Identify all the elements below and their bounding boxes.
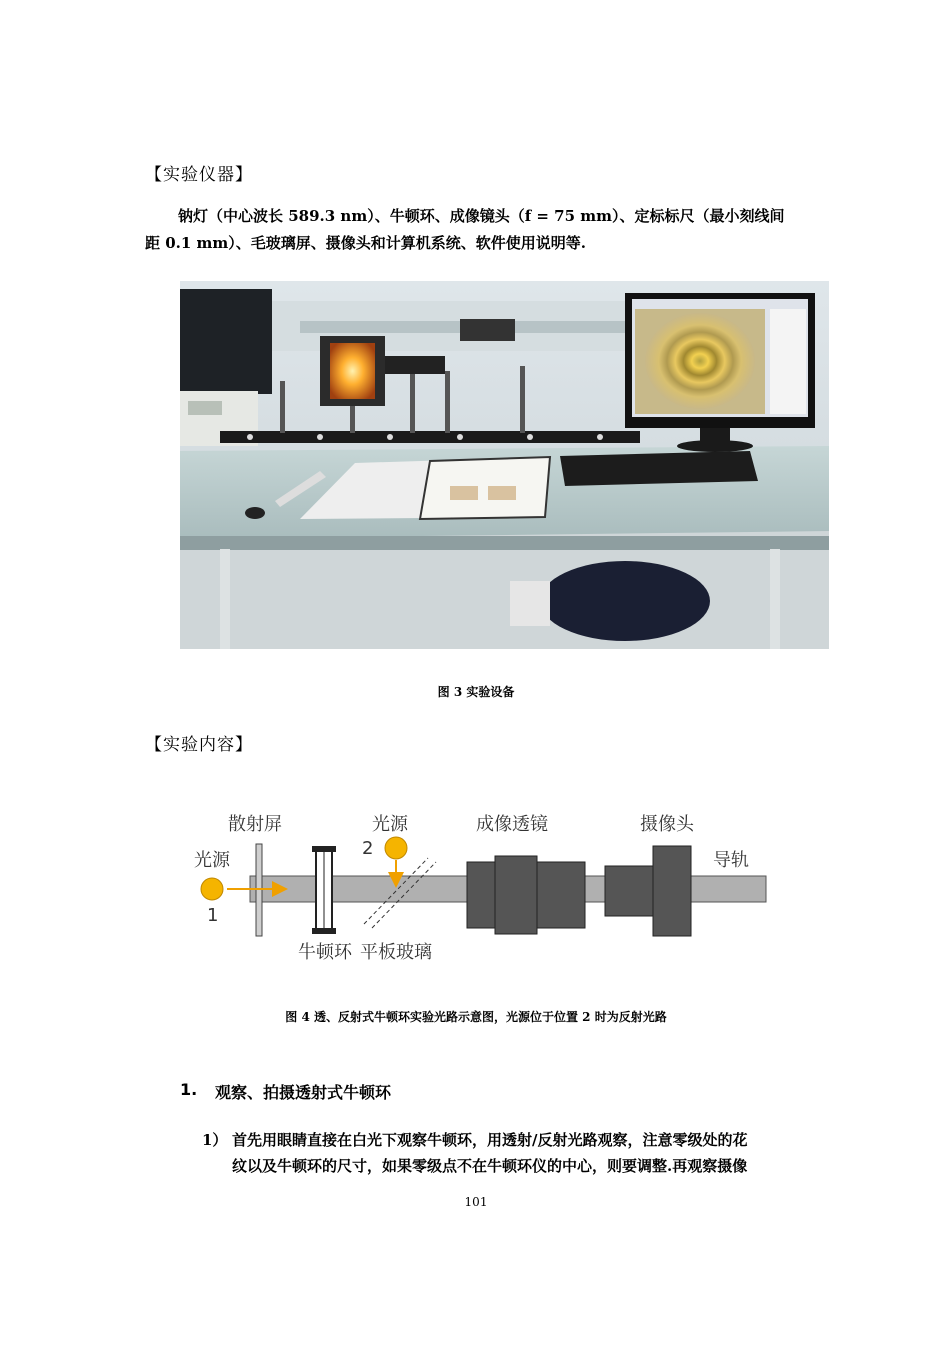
source-2-icon: [385, 837, 407, 859]
optical-path-diagram: [180, 800, 780, 980]
substep-1-line-1: 首先用眼睛直接在白光下观察牛顿环，用透射/反射光路观察，注意零级处的花: [232, 1131, 748, 1149]
label-scattering-screen: 散射屏: [228, 814, 282, 835]
lens-block-center: [495, 856, 537, 934]
apparatus-line-2: 距 0.1 mm）、毛玻璃屏、摄像头和计算机系统、软件使用说明等.: [145, 234, 587, 252]
page-number: 101: [464, 1195, 488, 1209]
camera-block-left: [605, 866, 653, 916]
apparatus-line-1: 钠灯（中心波长 589.3 nm）、牛顿环、成像镜头（f = 75 mm）、定标标尺（最小刻线间: [178, 207, 785, 225]
substep-1-number: 1）: [202, 1131, 228, 1149]
figure-3-caption: 图 3 实验设备: [437, 685, 515, 699]
label-newton-rings: 牛顿环: [298, 942, 352, 963]
label-position-1: 1: [207, 905, 219, 926]
substep-1-line-2: 纹以及牛顿环的尺寸，如果零级点不在牛顿环仪的中心，则要调整.再观察摄像: [232, 1157, 748, 1175]
label-rail: 导轨: [713, 850, 749, 871]
lens-block-right: [537, 862, 585, 928]
section-title-content: 【实验内容】: [145, 735, 253, 755]
label-position-2: 2: [362, 838, 374, 859]
camera-block-right: [653, 846, 691, 936]
experiment-photo: [180, 281, 829, 649]
lens-block-left: [467, 862, 495, 928]
label-camera: 摄像头: [640, 814, 694, 835]
figure-4-caption: 图 4 透、反射式牛顿环实验光路示意图，光源位于位置 2 时为反射光路: [285, 1010, 667, 1024]
label-flat-glass: 平板玻璃: [360, 942, 432, 963]
source-1-icon: [201, 878, 223, 900]
step-1-number: 1.: [180, 1080, 198, 1099]
label-imaging-lens: 成像透镜: [476, 814, 548, 835]
section-title-apparatus: 【实验仪器】: [145, 165, 253, 185]
step-1-title: 观察、拍摄透射式牛顿环: [215, 1083, 392, 1102]
label-source-1: 光源: [194, 850, 230, 871]
label-source-2: 光源: [372, 814, 408, 835]
